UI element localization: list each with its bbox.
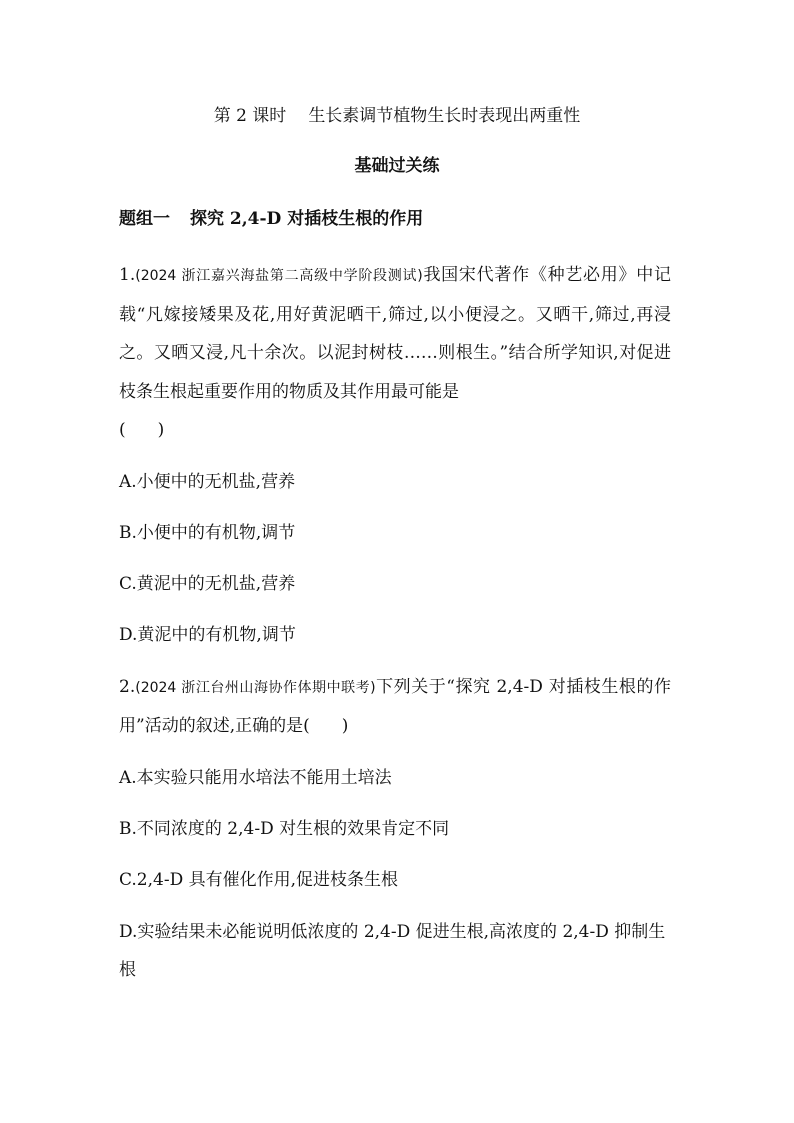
- option-a: A.本实验只能用水培法不能用土培法: [119, 767, 392, 788]
- question-group-title: [119, 207, 423, 231]
- question-2: [119, 668, 671, 990]
- question-1: [119, 256, 671, 655]
- lesson-title: [0, 104, 794, 128]
- option-c: C.2,4-D 具有催化作用,促进枝条生根: [119, 870, 399, 891]
- question-source: (2024 浙江嘉兴海盐第二高级中学阶段测试): [135, 268, 423, 284]
- lesson-topic: 生长素调节植物生长时表现出两重性: [308, 106, 581, 126]
- option-d: D.黄泥中的有机物,调节: [119, 625, 296, 646]
- question-number: 2.: [119, 676, 136, 697]
- question-text: 下列关于“探究 2,4-D 对插枝生根的作用”活动的叙述,正确的是: [119, 676, 671, 737]
- option-c: C.黄泥中的无机盐,营养: [119, 574, 296, 595]
- group-topic: 探究 2,4-D 对插枝生根的作用: [190, 209, 424, 229]
- question-stem: [119, 668, 671, 746]
- question-text: 我国宋代著作《种艺必用》中记载“凡嫁接矮果及花,用好黄泥晒干,筛过,以小便浸之。又晒干,筛过,再浸之。又晒又浸,凡十余次。以泥封树枝……则根生。”结合所学知识,对促进枝条生根起重要作用的物质及其作用最可能是: [119, 265, 671, 402]
- question-stem: [119, 256, 671, 450]
- question-number: 1.: [119, 265, 136, 285]
- lesson-number: 第 2 课时: [213, 106, 287, 126]
- section-title: 基础过关练: [354, 156, 440, 176]
- option-a: A.小便中的无机盐,营养: [119, 471, 296, 492]
- option-b: B.不同浓度的 2,4-D 对生根的效果肯定不同: [119, 818, 450, 839]
- option-d: D.实验结果未必能说明低浓度的 2,4-D 促进生根,高浓度的 2,4-D 抑制生根: [119, 921, 666, 981]
- group-label: 题组一: [119, 209, 170, 229]
- question-source: (2024 浙江台州山海协作体期中联考): [135, 679, 376, 696]
- questions-container: [119, 256, 671, 990]
- option-b: B.小便中的有机物,调节: [119, 522, 296, 543]
- answer-bracket: ( ): [119, 420, 165, 440]
- answer-bracket: ( ): [303, 716, 349, 737]
